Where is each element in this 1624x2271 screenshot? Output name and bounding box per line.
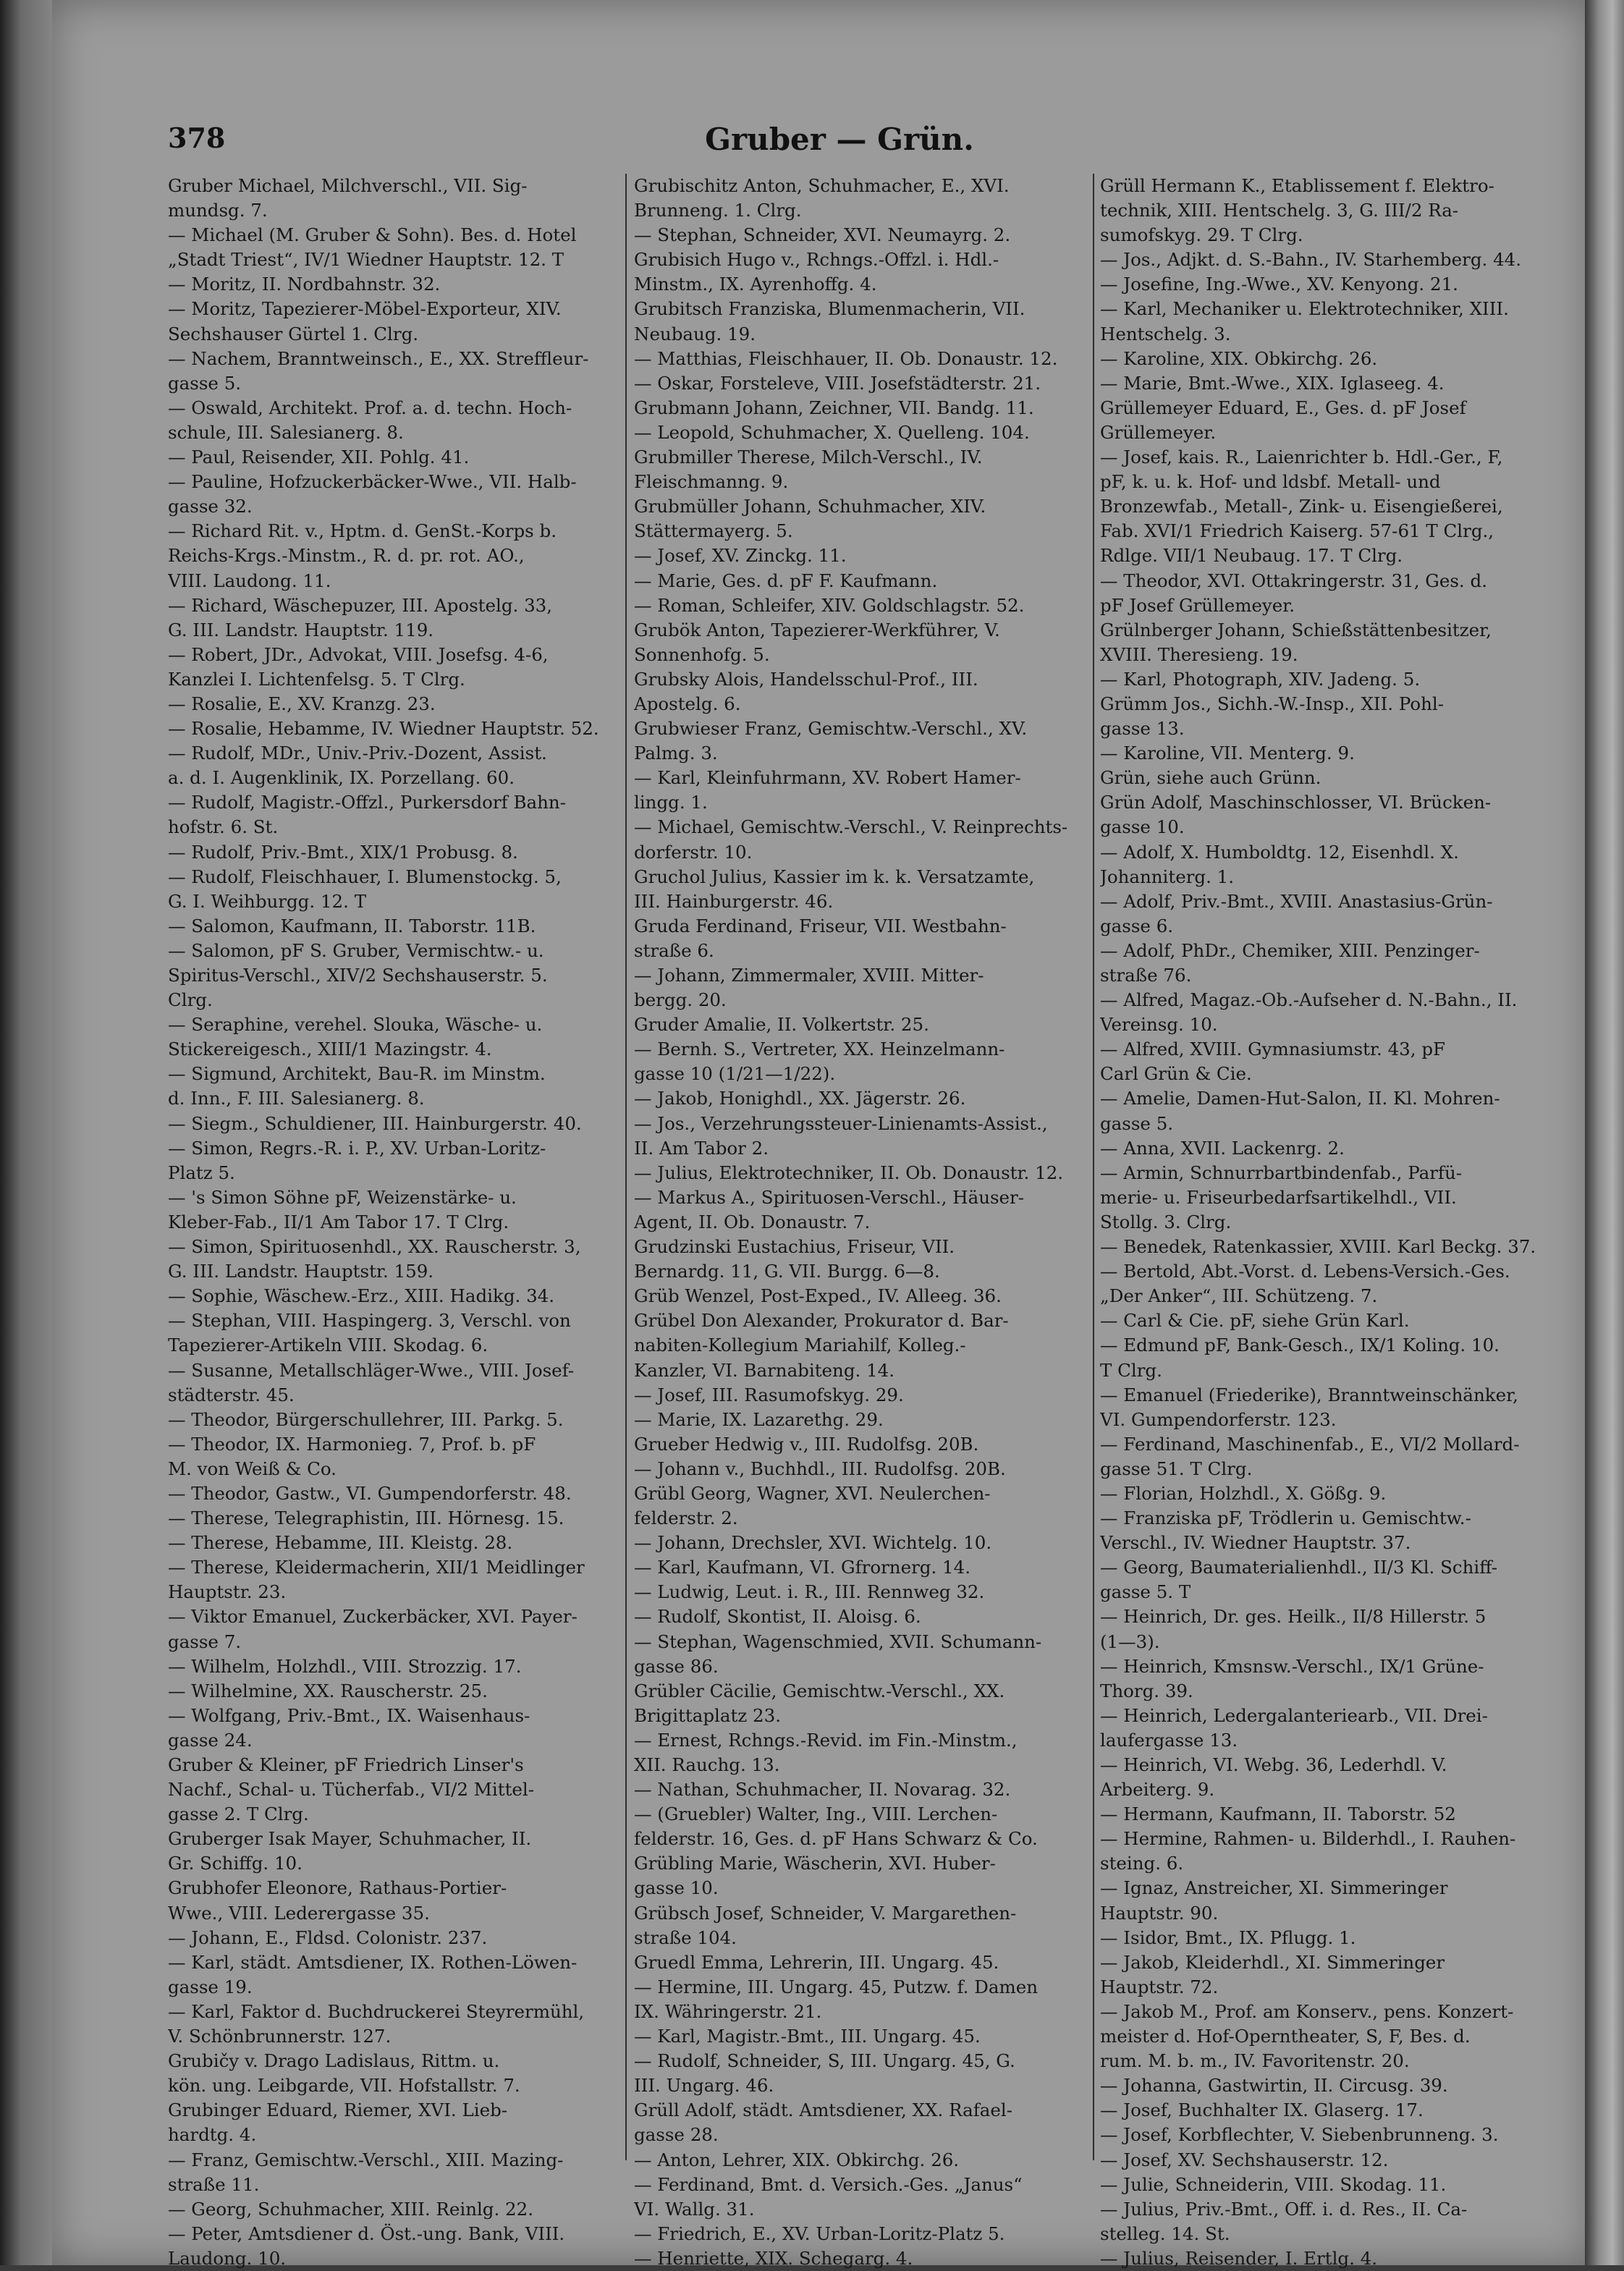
directory-entry-line: — Wilhelmine, XX. Rauscherstr. 25. bbox=[168, 1680, 488, 1701]
directory-entry-line: — Viktor Emanuel, Zuckerbäcker, XVI. Payer- bbox=[168, 1606, 578, 1628]
directory-entry-line: Grubičy v. Drago Ladislaus, Rittm. u. bbox=[168, 2050, 500, 2072]
directory-entry-line: — Oswald, Architekt. Prof. a. d. techn. Hoch- bbox=[168, 397, 572, 418]
directory-entry-line: Agent, II. Ob. Donaustr. 7. bbox=[634, 1211, 871, 1232]
directory-entry-line: — Isidor, Bmt., IX. Pflugg. 1. bbox=[1100, 1927, 1356, 1948]
directory-entry-line: VI. Gumpendorferstr. 123. bbox=[1100, 1408, 1337, 1430]
directory-entry-line: — Rosalie, E., XV. Kranzg. 23. bbox=[168, 693, 436, 714]
directory-entry-line: — Anton, Lehrer, XIX. Obkirchg. 26. bbox=[634, 2149, 960, 2170]
directory-entry-line: Grüb Wenzel, Post-Exped., IV. Alleeg. 36. bbox=[634, 1285, 1002, 1307]
directory-entry-line: meister d. Hof-Operntheater, S, F, Bes. d. bbox=[1100, 2026, 1471, 2047]
directory-entry-line: a. d. I. Augenklinik, IX. Porzellang. 60. bbox=[168, 767, 515, 789]
directory-entry-line: felderstr. 16, Ges. d. pF Hans Schwarz & Co. bbox=[634, 1828, 1038, 1850]
directory-entry-line: — Franz, Gemischtw.-Verschl., XIII. Mazing- bbox=[168, 2149, 564, 2170]
directory-entry-line: — Julius, Priv.-Bmt., Off. i. d. Res., II. Ca- bbox=[1100, 2198, 1468, 2220]
directory-entry-line: Grubitsch Franziska, Blumenmacherin, VII. bbox=[634, 298, 1025, 320]
directory-entry-line: — Jakob M., Prof. am Konserv., pens. Konzert- bbox=[1100, 2000, 1514, 2022]
directory-entry-line: gasse 28. bbox=[634, 2124, 719, 2146]
directory-entry-line: — Roman, Schleifer, XIV. Goldschlagstr. 52. bbox=[634, 594, 1025, 616]
directory-entry-line: — Susanne, Metallschläger-Wwe., VIII. Josef- bbox=[168, 1359, 575, 1381]
directory-entry-line: Grün Adolf, Maschinschlosser, VI. Brücken- bbox=[1100, 792, 1492, 813]
directory-entry-line: — Heinrich, Kmsnsw.-Verschl., IX/1 Grüne- bbox=[1100, 1655, 1484, 1677]
directory-entry-line: d. Inn., F. III. Salesianerg. 8. bbox=[168, 1088, 425, 1109]
directory-entry-line: — Sigmund, Architekt, Bau-R. im Minstm. bbox=[168, 1063, 546, 1085]
page-number: 378 bbox=[168, 122, 226, 154]
directory-entry-line: — Peter, Amtsdiener d. Öst.-ung. Bank, VIII. bbox=[168, 2223, 565, 2244]
directory-entry-line: pF Josef Grüllemeyer. bbox=[1100, 594, 1295, 616]
directory-entry-line: gasse 32. bbox=[168, 496, 253, 517]
directory-entry-line: — Marie, Ges. d. pF F. Kaufmann. bbox=[634, 570, 938, 591]
directory-entry-line: Rdlge. VII/1 Neubaug. 17. T Clrg. bbox=[1100, 545, 1403, 567]
directory-entry-line: Arbeiterg. 9. bbox=[1100, 1779, 1215, 1801]
directory-entry-line: Grüll Hermann K., Etablissement f. Elektro- bbox=[1100, 175, 1494, 196]
directory-entry-line: — Stephan, Wagenschmied, XVII. Schumann- bbox=[634, 1631, 1042, 1652]
directory-entry-line: Sonnenhofg. 5. bbox=[634, 643, 770, 665]
directory-entry-line: M. von Weiß & Co. bbox=[168, 1458, 337, 1479]
directory-entry-line: — Therese, Kleidermacherin, XII/1 Meidlinger bbox=[168, 1557, 585, 1578]
directory-entry-line: Reichs-Krgs.-Minstm., R. d. pr. rot. AO., bbox=[168, 545, 525, 567]
directory-entry-line: straße 104. bbox=[634, 1927, 737, 1948]
directory-entry-line: — Karl, Faktor d. Buchdruckerei Steyrermühl, bbox=[168, 2000, 585, 2022]
directory-entry-line: Verschl., IV. Wiedner Hauptstr. 37. bbox=[1100, 1532, 1411, 1554]
directory-entry-line: — Pauline, Hofzuckerbäcker-Wwe., VII. Halb- bbox=[168, 471, 577, 493]
directory-entry-line: — Jos., Verzehrungssteuer-Linienamts-Assist., bbox=[634, 1112, 1048, 1134]
directory-entry-line: Spiritus-Verschl., XIV/2 Sechshauserstr. 5. bbox=[168, 965, 548, 986]
directory-entry-line: Kanzler, VI. Barnabiteng. 14. bbox=[634, 1359, 895, 1381]
directory-entry-line: — Wolfgang, Priv.-Bmt., IX. Waisenhaus- bbox=[168, 1704, 530, 1726]
directory-entry-line: — Anna, XVII. Lackenrg. 2. bbox=[1100, 1137, 1345, 1159]
directory-entry-line: Apostelg. 6. bbox=[634, 693, 741, 714]
directory-entry-line: Platz 5. bbox=[168, 1162, 235, 1183]
directory-entry-line: Gruber Michael, Milchverschl., VII. Sig- bbox=[168, 175, 528, 196]
directory-entry-line: — Matthias, Fleischhauer, II. Ob. Donaustr. 12. bbox=[634, 347, 1058, 369]
directory-entry-line: — Ferdinand, Bmt. d. Versich.-Ges. „Janus“ bbox=[634, 2173, 1023, 2195]
directory-entry-line: laufergasse 13. bbox=[1100, 1729, 1238, 1751]
directory-entry-line: technik, XIII. Hentschelg. 3, G. III/2 Ra- bbox=[1100, 200, 1459, 221]
directory-entry-line: schule, III. Salesianerg. 8. bbox=[168, 421, 404, 443]
directory-entry-line: straße 6. bbox=[634, 939, 714, 961]
directory-entry-line: — Ernest, Rchngs.-Revid. im Fin.-Minstm., bbox=[634, 1729, 1018, 1751]
directory-entry-line: Fab. XVI/1 Friedrich Kaiserg. 57-61 T Clrg., bbox=[1100, 520, 1494, 542]
directory-entry-line: hardtg. 4. bbox=[168, 2124, 257, 2146]
directory-entry-line: Stollg. 3. Clrg. bbox=[1100, 1211, 1232, 1232]
directory-entry-line: — Hermine, III. Ungarg. 45, Putzw. f. Damen bbox=[634, 1976, 1039, 1997]
directory-entry-line: Bronzewfab., Metall-, Zink- u. Eisengießerei, bbox=[1100, 496, 1503, 517]
directory-entry-line: — Rudolf, Fleischhauer, I. Blumenstockg. 5, bbox=[168, 866, 562, 887]
directory-entry-line: gasse 2. T Clrg. bbox=[168, 1803, 309, 1825]
directory-entry-line: Nachf., Schal- u. Tücherfab., VI/2 Mittel- bbox=[168, 1779, 535, 1801]
directory-entry-line: mundsg. 7. bbox=[168, 200, 268, 221]
directory-entry-line: Hentschelg. 3. bbox=[1100, 323, 1231, 344]
directory-entry-line: II. Am Tabor 2. bbox=[634, 1137, 769, 1159]
directory-entry-line: gasse 6. bbox=[1100, 915, 1174, 936]
directory-entry-line: — Theodor, Gastw., VI. Gumpendorferstr. 48. bbox=[168, 1482, 572, 1504]
book-spine-edge bbox=[0, 0, 52, 2265]
directory-entry-line: — Josef, Korbflechter, V. Siebenbrunneng. 3. bbox=[1100, 2124, 1499, 2146]
directory-entry-line: V. Schönbrunnerstr. 127. bbox=[168, 2026, 392, 2047]
directory-entry-line: XVIII. Theresieng. 19. bbox=[1100, 643, 1298, 665]
directory-entry-line: — Heinrich, Ledergalanteriearb., VII. Drei- bbox=[1100, 1704, 1488, 1726]
directory-entry-line: sumofskyg. 29. T Clrg. bbox=[1100, 224, 1303, 246]
directory-entry-line: straße 11. bbox=[168, 2173, 260, 2195]
directory-entry-line: — Johann, Zimmermaler, XVIII. Mitter- bbox=[634, 965, 984, 986]
directory-entry-line: — Emanuel (Friederike), Branntweinschänker, bbox=[1100, 1384, 1518, 1405]
directory-entry-line: Kleber-Fab., II/1 Am Tabor 17. T Clrg. bbox=[168, 1211, 509, 1232]
directory-entry-line: Fleischmanng. 9. bbox=[634, 471, 789, 493]
directory-entry-line: — Bertold, Abt.-Vorst. d. Lebens-Versich.-Ges. bbox=[1100, 1261, 1510, 1282]
directory-entry-line: Grüll Adolf, städt. Amtsdiener, XX. Rafael- bbox=[634, 2099, 1012, 2121]
directory-entry-line: Johanniterg. 1. bbox=[1100, 866, 1235, 887]
page-header-title: Gruber — Grün. bbox=[705, 122, 974, 157]
directory-entry-line: Kanzlei I. Lichtenfelsg. 5. T Clrg. bbox=[168, 668, 465, 690]
directory-entry-line: Grubmiller Therese, Milch-Verschl., IV. bbox=[634, 447, 983, 468]
directory-entry-line: Gruda Ferdinand, Friseur, VII. Westbahn- bbox=[634, 915, 1007, 936]
directory-entry-line: Sechshauser Gürtel 1. Clrg. bbox=[168, 323, 419, 344]
directory-entry-line: Grubinger Eduard, Riemer, XVI. Lieb- bbox=[168, 2099, 508, 2121]
directory-entry-line: — Richard Rit. v., Hptm. d. GenSt.-Korps b. bbox=[168, 520, 557, 542]
directory-entry-line: — Rudolf, Skontist, II. Aloisg. 6. bbox=[634, 1606, 921, 1628]
directory-entry-line: VI. Wallg. 31. bbox=[634, 2198, 755, 2220]
directory-entry-line: — Salomon, pF S. Gruber, Vermischtw.- u. bbox=[168, 939, 544, 961]
directory-entry-line: — Georg, Schuhmacher, XIII. Reinlg. 22. bbox=[168, 2198, 534, 2220]
directory-entry-line: — Josef, Buchhalter IX. Glaserg. 17. bbox=[1100, 2099, 1424, 2121]
column-divider bbox=[625, 174, 627, 2160]
directory-entry-line: — Edmund pF, Bank-Gesch., IX/1 Koling. 10. bbox=[1100, 1335, 1500, 1356]
directory-entry-line: — Simon, Spirituosenhdl., XX. Rauscherstr. 3, bbox=[168, 1236, 581, 1258]
directory-entry-line: — Julie, Schneiderin, VIII. Skodag. 11. bbox=[1100, 2173, 1447, 2195]
directory-entry-line: — Theodor, XVI. Ottakringerstr. 31, Ges. d. bbox=[1100, 570, 1487, 591]
directory-entry-line: — (Gruebler) Walter, Ing., VIII. Lerchen- bbox=[634, 1803, 998, 1825]
directory-entry-line: Grübling Marie, Wäscherin, XVI. Huber- bbox=[634, 1853, 996, 1874]
directory-entry-line: — Robert, JDr., Advokat, VIII. Josefsg. 4-6, bbox=[168, 643, 549, 665]
directory-entry-line: — Josef, XV. Sechshauserstr. 12. bbox=[1100, 2149, 1389, 2170]
directory-entry-line: G. III. Landstr. Hauptstr. 119. bbox=[168, 619, 434, 640]
directory-entry-line: — Johanna, Gastwirtin, II. Circusg. 39. bbox=[1100, 2075, 1448, 2097]
directory-entry-line: — Theodor, Bürgerschullehrer, III. Parkg. 5. bbox=[168, 1408, 564, 1430]
directory-entry-line: — Henriette, XIX. Schegarg. 4. bbox=[634, 2247, 913, 2269]
directory-column-2 bbox=[634, 174, 1084, 2271]
directory-entry-line: (1—3). bbox=[1100, 1631, 1160, 1652]
directory-entry-line: gasse 10. bbox=[634, 1877, 719, 1899]
directory-entry-line: rum. M. b. m., IV. Favoritenstr. 20. bbox=[1100, 2050, 1410, 2072]
directory-entry-line: — Ludwig, Leut. i. R., III. Rennweg 32. bbox=[634, 1581, 985, 1603]
directory-entry-line: Grubhofer Eleonore, Rathaus-Portier- bbox=[168, 1877, 507, 1899]
directory-entry-line: gasse 86. bbox=[634, 1655, 719, 1677]
directory-entry-line: Neubaug. 19. bbox=[634, 323, 756, 344]
directory-entry-line: Hauptstr. 90. bbox=[1100, 1902, 1219, 1924]
directory-entry-line: Brigittaplatz 23. bbox=[634, 1704, 781, 1726]
directory-entry-line: T Clrg. bbox=[1100, 1359, 1162, 1381]
directory-entry-line: Vereinsg. 10. bbox=[1100, 1014, 1218, 1036]
directory-entry-line: Gruberger Isak Mayer, Schuhmacher, II. bbox=[168, 1828, 532, 1850]
directory-entry-line: — Friedrich, E., XV. Urban-Loritz-Platz 5. bbox=[634, 2223, 1005, 2244]
directory-entry-line: — Rudolf, Magistr.-Offzl., Purkersdorf Bahn- bbox=[168, 792, 566, 813]
directory-entry-line: Wwe., VIII. Lederergasse 35. bbox=[168, 1902, 430, 1924]
directory-entry-line: — Jakob, Kleiderhdl., XI. Simmeringer bbox=[1100, 1951, 1445, 1973]
directory-entry-line: — Karl, Photograph, XIV. Jadeng. 5. bbox=[1100, 668, 1421, 690]
directory-entry-line: IX. Währingerstr. 21. bbox=[634, 2000, 822, 2022]
directory-entry-line: — Johann, Drechsler, XVI. Wichtelg. 10. bbox=[634, 1532, 992, 1554]
directory-entry-line: merie- u. Friseurbedarfsartikelhdl., VII. bbox=[1100, 1186, 1457, 1208]
directory-entry-line: — Benedek, Ratenkassier, XVIII. Karl Beckg. 37. bbox=[1100, 1236, 1536, 1258]
directory-entry-line: — Nathan, Schuhmacher, II. Novarag. 32. bbox=[634, 1779, 1011, 1801]
directory-entry-line: Grueber Hedwig v., III. Rudolfsg. 20B. bbox=[634, 1433, 979, 1455]
directory-entry-line: — Carl & Cie. pF, siehe Grün Karl. bbox=[1100, 1310, 1410, 1332]
directory-entry-line: gasse 51. T Clrg. bbox=[1100, 1458, 1253, 1479]
directory-entry-line: — Therese, Hebamme, III. Kleistg. 28. bbox=[168, 1532, 513, 1554]
directory-entry-line: — Heinrich, Dr. ges. Heilk., II/8 Hillerstr. 5 bbox=[1100, 1606, 1486, 1628]
directory-entry-line: — Florian, Holzhdl., X. Gößg. 9. bbox=[1100, 1482, 1387, 1504]
directory-entry-line: — Michael (M. Gruber & Sohn). Bes. d. Hotel bbox=[168, 224, 577, 246]
directory-entry-line: — 's Simon Söhne pF, Weizenstärke- u. bbox=[168, 1186, 517, 1208]
directory-entry-line: — Jakob, Honighdl., XX. Jägerstr. 26. bbox=[634, 1088, 966, 1109]
directory-entry-line: — Stephan, VIII. Haspingerg. 3, Verschl. von bbox=[168, 1310, 571, 1332]
directory-entry-line: — Johann v., Buchhdl., III. Rudolfsg. 20B. bbox=[634, 1458, 1006, 1479]
directory-entry-line: dorferstr. 10. bbox=[634, 841, 753, 863]
directory-entry-line: — Josefine, Ing.-Wwe., XV. Kenyong. 21. bbox=[1100, 274, 1458, 295]
directory-entry-line: Palmg. 3. bbox=[634, 743, 718, 764]
directory-entry-line: — Karl, Kleinfuhrmann, XV. Robert Hamer- bbox=[634, 767, 1021, 789]
directory-entry-line: gasse 5. bbox=[168, 372, 242, 394]
directory-entry-line: Grudzinski Eustachius, Friseur, VII. bbox=[634, 1236, 955, 1258]
directory-entry-line: Grümm Jos., Sichh.-W.-Insp., XII. Pohl- bbox=[1100, 693, 1444, 714]
directory-entry-line: Grübel Don Alexander, Prokurator d. Bar- bbox=[634, 1310, 1009, 1332]
directory-entry-line: — Bernh. S., Vertreter, XX. Heinzelmann- bbox=[634, 1039, 1005, 1060]
directory-entry-line: Grüllemeyer Eduard, E., Ges. d. pF Josef bbox=[1100, 397, 1466, 418]
directory-entry-line: Hauptstr. 23. bbox=[168, 1581, 287, 1603]
directory-entry-line: bergg. 20. bbox=[634, 989, 727, 1011]
directory-entry-line: — Johann, E., Fldsd. Colonistr. 237. bbox=[168, 1927, 488, 1948]
directory-entry-line: Bernardg. 11, G. VII. Burgg. 6—8. bbox=[634, 1261, 940, 1282]
directory-entry-line: — Jos., Adjkt. d. S.-Bahn., IV. Starhemberg. 44. bbox=[1100, 249, 1522, 271]
column-divider bbox=[1093, 174, 1094, 2160]
directory-entry-line: — Michael, Gemischtw.-Verschl., V. Reinprechts- bbox=[634, 816, 1068, 838]
directory-entry-line: Tapezierer-Artikeln VIII. Skodag. 6. bbox=[168, 1335, 489, 1356]
directory-entry-line: Brunneng. 1. Clrg. bbox=[634, 200, 802, 221]
directory-entry-line: „Stadt Triest“, IV/1 Wiedner Hauptstr. 12. T bbox=[168, 249, 564, 271]
directory-entry-line: gasse 10 (1/21—1/22). bbox=[634, 1063, 836, 1085]
directory-entry-line: Gruedl Emma, Lehrerin, III. Ungarg. 45. bbox=[634, 1951, 999, 1973]
directory-entry-line: VIII. Laudong. 11. bbox=[168, 570, 331, 591]
directory-entry-line: — Adolf, X. Humboldtg. 12, Eisenhdl. X. bbox=[1100, 841, 1459, 863]
directory-entry-line: — Karl, Magistr.-Bmt., III. Ungarg. 45. bbox=[634, 2026, 981, 2047]
directory-entry-line: — Julius, Reisender, I. Ertlg. 4. bbox=[1100, 2247, 1378, 2269]
directory-entry-line: — Adolf, Priv.-Bmt., XVIII. Anastasius-Grün- bbox=[1100, 890, 1493, 912]
directory-entry-line: Grün, siehe auch Grünn. bbox=[1100, 767, 1321, 789]
directory-entry-line: — Rudolf, Priv.-Bmt., XIX/1 Probusg. 8. bbox=[168, 841, 518, 863]
directory-entry-line: G. III. Landstr. Hauptstr. 159. bbox=[168, 1261, 434, 1282]
directory-entry-line: — Armin, Schnurrbartbindenfab., Parfü- bbox=[1100, 1162, 1463, 1183]
directory-entry-line: — Moritz, II. Nordbahnstr. 32. bbox=[168, 274, 441, 295]
directory-entry-line: stelleg. 14. St. bbox=[1100, 2223, 1230, 2244]
directory-entry-line: — Siegm., Schuldiener, III. Hainburgerstr. 40. bbox=[168, 1112, 582, 1134]
directory-entry-line: — Josef, III. Rasumofskyg. 29. bbox=[634, 1384, 904, 1405]
directory-entry-line: — Paul, Reisender, XII. Pohlg. 41. bbox=[168, 447, 470, 468]
directory-entry-line: lingg. 1. bbox=[634, 792, 708, 813]
directory-entry-line: — Karl, städt. Amtsdiener, IX. Rothen-Löwen- bbox=[168, 1951, 578, 1973]
directory-entry-line: Grubmüller Johann, Schuhmacher, XIV. bbox=[634, 496, 986, 517]
directory-entry-line: — Nachem, Branntweinsch., E., XX. Streffleur- bbox=[168, 347, 589, 369]
directory-column-3 bbox=[1100, 174, 1550, 2271]
directory-entry-line: Grubisich Hugo v., Rchngs.-Offzl. i. Hdl.- bbox=[634, 249, 999, 271]
directory-entry-line: — Ignaz, Anstreicher, XI. Simmeringer bbox=[1100, 1877, 1448, 1899]
directory-entry-line: — Alfred, XVIII. Gymnasiumstr. 43, pF bbox=[1100, 1039, 1445, 1060]
directory-entry-line: — Rudolf, Schneider, S, III. Ungarg. 45, G. bbox=[634, 2050, 1015, 2072]
directory-entry-line: gasse 10. bbox=[1100, 816, 1185, 838]
directory-entry-line: — Franziska pF, Trödlerin u. Gemischtw.- bbox=[1100, 1507, 1471, 1529]
directory-entry-line: gasse 5. bbox=[1100, 1112, 1174, 1134]
directory-entry-line: — Karoline, XIX. Obkirchg. 26. bbox=[1100, 347, 1378, 369]
directory-entry-line: — Amelie, Damen-Hut-Salon, II. Kl. Mohren- bbox=[1100, 1088, 1500, 1109]
directory-entry-line: — Hermann, Kaufmann, II. Taborstr. 52 bbox=[1100, 1803, 1456, 1825]
directory-entry-line: Grubsky Alois, Handelsschul-Prof., III. bbox=[634, 668, 978, 690]
directory-entry-line: pF, k. u. k. Hof- und ldsbf. Metall- und bbox=[1100, 471, 1441, 493]
directory-entry-line: Grübsch Josef, Schneider, V. Margarethen- bbox=[634, 1902, 1017, 1924]
directory-entry-line: — Markus A., Spirituosen-Verschl., Häuser- bbox=[634, 1186, 1025, 1208]
directory-entry-line: — Karoline, VII. Menterg. 9. bbox=[1100, 743, 1355, 764]
directory-entry-line: Grubwieser Franz, Gemischtw.-Verschl., XV. bbox=[634, 718, 1028, 740]
directory-entry-line: Grübl Georg, Wagner, XVI. Neulerchen- bbox=[634, 1482, 991, 1504]
next-page-edge bbox=[1585, 0, 1624, 2265]
directory-entry-line: — Simon, Regrs.-R. i. P., XV. Urban-Loritz- bbox=[168, 1137, 546, 1159]
directory-entry-line: gasse 24. bbox=[168, 1729, 253, 1751]
directory-entry-line: III. Ungarg. 46. bbox=[634, 2075, 774, 2097]
directory-entry-line: — Julius, Elektrotechniker, II. Ob. Donaustr. 12. bbox=[634, 1162, 1064, 1183]
directory-entry-line: — Josef, XV. Zinckg. 11. bbox=[634, 545, 847, 567]
directory-entry-line: gasse 13. bbox=[1100, 718, 1185, 740]
directory-entry-line: — Theodor, IX. Harmonieg. 7, Prof. b. pF bbox=[168, 1433, 536, 1455]
directory-entry-line: Grübler Cäcilie, Gemischtw.-Verschl., XX. bbox=[634, 1680, 1005, 1701]
directory-entry-line: — Adolf, PhDr., Chemiker, XIII. Penzinger- bbox=[1100, 939, 1480, 961]
directory-entry-line: Stättermayerg. 5. bbox=[634, 520, 793, 542]
directory-entry-line: hofstr. 6. St. bbox=[168, 816, 279, 838]
directory-entry-line: gasse 5. T bbox=[1100, 1581, 1191, 1603]
directory-entry-line: Grüllemeyer. bbox=[1100, 421, 1217, 443]
directory-entry-line: steing. 6. bbox=[1100, 1853, 1184, 1874]
directory-entry-line: Gruder Amalie, II. Volkertstr. 25. bbox=[634, 1014, 929, 1036]
directory-entry-line: — Therese, Telegraphistin, III. Hörnesg. 15. bbox=[168, 1507, 564, 1529]
directory-column-1 bbox=[168, 174, 618, 2271]
directory-entry-line: G. I. Weihburgg. 12. T bbox=[168, 890, 367, 912]
directory-entry-line: Gr. Schiffg. 10. bbox=[168, 1853, 303, 1874]
directory-entry-line: — Hermine, Rahmen- u. Bilderhdl., I. Rauhen- bbox=[1100, 1828, 1516, 1850]
directory-entry-line: — Salomon, Kaufmann, II. Taborstr. 11B. bbox=[168, 915, 536, 936]
directory-entry-line: gasse 7. bbox=[168, 1631, 242, 1652]
directory-entry-line: III. Hainburgerstr. 46. bbox=[634, 890, 834, 912]
directory-entry-line: — Ferdinand, Maschinenfab., E., VI/2 Mollard- bbox=[1100, 1433, 1520, 1455]
directory-entry-line: — Heinrich, VI. Webg. 36, Lederhdl. V. bbox=[1100, 1754, 1447, 1775]
directory-entry-line: Laudong. 10. bbox=[168, 2247, 287, 2269]
directory-entry-line: felderstr. 2. bbox=[634, 1507, 738, 1529]
directory-entry-line: — Moritz, Tapezierer-Möbel-Exporteur, XIV. bbox=[168, 298, 562, 320]
directory-entry-line: — Josef, kais. R., Laienrichter b. Hdl.-Ger., F, bbox=[1100, 447, 1503, 468]
directory-entry-line: straße 76. bbox=[1100, 965, 1192, 986]
directory-entry-line: städterstr. 45. bbox=[168, 1384, 295, 1405]
directory-entry-line: — Karl, Kaufmann, VI. Gfrornerg. 14. bbox=[634, 1557, 971, 1578]
directory-entry-line: — Rudolf, MDr., Univ.-Priv.-Dozent, Assist. bbox=[168, 743, 547, 764]
directory-entry-line: Stickereigesch., XIII/1 Mazingstr. 4. bbox=[168, 1039, 492, 1060]
directory-entry-line: — Rosalie, Hebamme, IV. Wiedner Hauptstr. 52. bbox=[168, 718, 599, 740]
directory-entry-line: Carl Grün & Cie. bbox=[1100, 1063, 1252, 1085]
directory-entry-line: Thorg. 39. bbox=[1100, 1680, 1193, 1701]
directory-entry-line: Gruchol Julius, Kassier im k. k. Versatzamte, bbox=[634, 866, 1035, 887]
directory-entry-line: XII. Rauchg. 13. bbox=[634, 1754, 780, 1775]
directory-entry-line: Grülnberger Johann, Schießstättenbesitzer, bbox=[1100, 619, 1492, 640]
directory-entry-line: — Oskar, Forsteleve, VIII. Josefstädterstr. 21. bbox=[634, 372, 1041, 394]
directory-entry-line: — Leopold, Schuhmacher, X. Quelleng. 104. bbox=[634, 421, 1030, 443]
directory-entry-line: gasse 19. bbox=[168, 1976, 253, 1997]
directory-entry-line: — Richard, Wäschepuzer, III. Apostelg. 33, bbox=[168, 594, 553, 616]
directory-entry-line: Grubmann Johann, Zeichner, VII. Bandg. 11. bbox=[634, 397, 1034, 418]
directory-entry-line: — Stephan, Schneider, XVI. Neumayrg. 2. bbox=[634, 224, 1011, 246]
directory-entry-line: — Alfred, Magaz.-Ob.-Aufseher d. N.-Bahn., II. bbox=[1100, 989, 1518, 1011]
directory-entry-line: — Seraphine, verehel. Slouka, Wäsche- u. bbox=[168, 1014, 543, 1036]
directory-entry-line: Grubök Anton, Tapezierer-Werkführer, V. bbox=[634, 619, 1000, 640]
directory-entry-line: — Georg, Baumaterialienhdl., II/3 Kl. Schiff- bbox=[1100, 1557, 1498, 1578]
directory-entry-line: Hauptstr. 72. bbox=[1100, 1976, 1219, 1997]
directory-entry-line: — Marie, Bmt.-Wwe., XIX. Iglaseeg. 4. bbox=[1100, 372, 1445, 394]
directory-entry-line: — Karl, Mechaniker u. Elektrotechniker, XIII. bbox=[1100, 298, 1509, 320]
directory-entry-line: Minstm., IX. Ayrenhoffg. 4. bbox=[634, 274, 877, 295]
directory-entry-line: — Wilhelm, Holzhdl., VIII. Strozzig. 17. bbox=[168, 1655, 522, 1677]
directory-entry-line: Grubischitz Anton, Schuhmacher, E., XVI. bbox=[634, 175, 1010, 196]
directory-entry-line: nabiten-Kollegium Mariahilf, Kolleg.- bbox=[634, 1335, 966, 1356]
directory-entry-line: Gruber & Kleiner, pF Friedrich Linser's bbox=[168, 1754, 524, 1775]
directory-entry-line: Clrg. bbox=[168, 989, 213, 1011]
directory-entry-line: — Sophie, Wäschew.-Erz., XIII. Hadikg. 34. bbox=[168, 1285, 555, 1307]
directory-entry-line: — Marie, IX. Lazarethg. 29. bbox=[634, 1408, 884, 1430]
directory-entry-line: „Der Anker“, III. Schützeng. 7. bbox=[1100, 1285, 1378, 1307]
directory-entry-line: kön. ung. Leibgarde, VII. Hofstallstr. 7. bbox=[168, 2075, 520, 2097]
